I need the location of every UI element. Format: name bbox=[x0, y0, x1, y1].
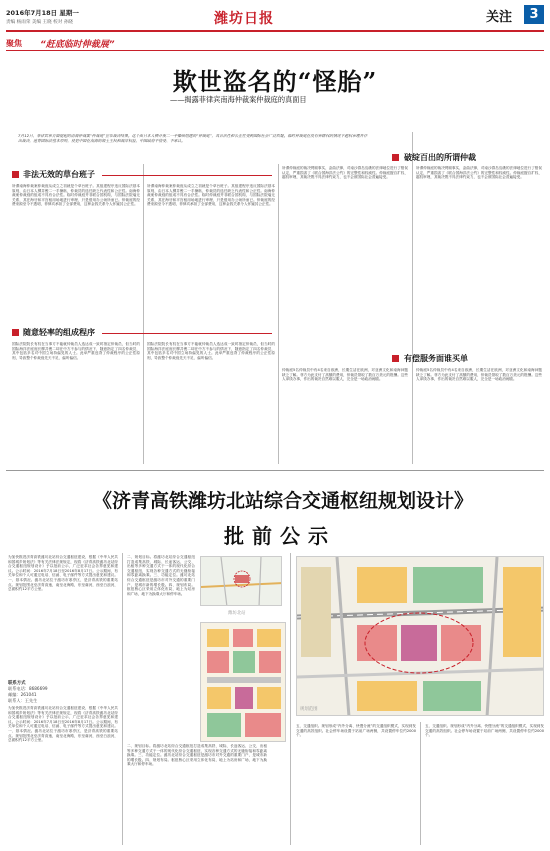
newspaper-masthead: 潍坊日报 bbox=[214, 11, 274, 27]
notice-body: 二、规划目标。将潍坊北站综合交通枢纽打造成集高铁、城际、长途客运、公交、出租等多种交通方式于一体的现代化综合交通枢纽，实现各种交通方式的无缝衔接和零距离换乘。三、功能定位。潍坊北站综合交通枢纽是潍坊市对外交通的重要门户，是城市新的增长极。四、规划布局。枢纽核心区采用立体化布局，地上为站房和广场，地下为换乘大厅和停车场。 bbox=[127, 744, 267, 767]
contact-label: 联系方式 bbox=[8, 681, 26, 686]
notice-body: 二、规划目标。将潍坊北站综合交通枢纽打造成集高铁、城际、长途客运、公交、出租等多种交通方式于一体的现代化综合交通枢纽，实现各种交通方式的无缝衔接和零距离换乘。三、功能定位。潍坊北站综合交通枢纽是潍坊市对外交通的重要门户，是城市新的增长极。四、规划布局。枢纽核心区采用立体化布局，地上为站房和广场，地下为换乘大厅和停车场。 bbox=[127, 555, 195, 596]
contact-line: 联系电话：8686699 bbox=[8, 686, 48, 691]
contact-line: 邮编：261041 bbox=[8, 692, 37, 697]
notice-body: 为加快推进济青高铁潍坊北站综合交通枢纽建设，根据《中华人民共和国城乡规划法》等有关法律法规规定，现将《济青高铁潍坊北站综合交通枢纽规划设计》予以批前公示，广泛征求社会各界意见和建议。公示时间：2016年7月18日至2016年8月17日。公示期间，有关单位和个人可通过电话、信函、电子邮件等方式提出意见和建议。一、基本情况。潍坊北站位于潍坊市寒亭区，是济青高铁的重要站点。规划范围北至济青高速，南至北海路，东至虞河，西至白浪河，总面积约12平方公里。 bbox=[8, 706, 118, 743]
notice-body: 五、交通组织。规划形成“内外分离、快慢分流”的交通组织模式，实现到发交通的高效组织。社会停车场设置于站前广场两侧，共设置停车位约2000个。 bbox=[425, 724, 544, 738]
column-divider bbox=[290, 553, 291, 845]
section-heading bbox=[282, 153, 540, 163]
article-body: 国际法院院长有权在当事方不能就仲裁员人选达成一致时指定仲裁员，但当时的国际海洋法庭庭长柳井俊二却在中方不参与的情况下，随意指定了四名仲裁员，其中包括多名对中国立场持偏见的人士。此举严重违背了仲裁程序的公正性原则，导致整个仲裁庭先天不足、偏听偏信。 bbox=[12, 342, 140, 360]
header-rule bbox=[6, 30, 544, 32]
column-divider bbox=[278, 164, 279, 464]
article-body: 所谓仲裁庭的裁决罔顾事实，歪曲法律，对南沙群岛岛礁的法律地位进行了错误认定，严重损害了《联合国海洋法公约》的完整性和权威性。仲裁庭擅自扩权、越权审理，其裁决既不具法律约束力，也不会被国际社会普遍接受。 bbox=[416, 166, 542, 180]
article-body: 仲裁庭5名仲裁员中有4名来自欧洲，长期生活在欧洲，对亚洲文化和南海问题缺乏了解。菲方为此支付了高额的费用，仲裁员领取了数百万美元的报酬。这些人拿钱办事，作出的裁决自然难以服人，完全是一场政治闹剧。 bbox=[282, 368, 408, 382]
article-body: 所谓仲裁庭的裁决罔顾事实，歪曲法律，对南沙群岛岛礁的法律地位进行了错误认定，严重损害了《联合国海洋法公约》的完整性和权威性。仲裁庭擅自扩权、越权审理，其裁决既不具法律约束力，也不会被国际社会普遍接受。 bbox=[282, 166, 408, 180]
article-headline: 欺世盗名的“怪胎” bbox=[172, 67, 378, 96]
focus-kicker: 聚焦 bbox=[6, 39, 22, 48]
article-lead: 7月12日，菲律宾单方面提起的南海仲裁案“仲裁庭”宣布裁决结果。这个由日本人柳井俊二一手操纵组建的“仲裁庭”，其合法性和公正性受到国际社会广泛质疑。临时仲裁庭在没有管辖权的情况下越权审理并作出裁决，违背国际法基本原则，侵犯中国在南海的领土主权和海洋权益，中国政府不接受、不承认。 bbox=[18, 134, 368, 143]
article-body: 所谓南海仲裁案仲裁庭从成立之初就是个草台班子。其组建程序违反国际法基本原则，由日本人柳井俊二一手操纵，仲裁员的选任缺乏代表性和公正性。南海仲裁案仲裁庭的组成不具有合法性。临时仲裁庭并非联合国机构，与国际法院毫无关系，其在海牙和平宫租用场地进行审理，只是借用办公场所而已。仲裁庭的经费来源至今不透明，菲律宾承担了全部费用，这种金钱关系令人怀疑其公正性。 bbox=[147, 184, 275, 207]
focus-banner bbox=[6, 37, 544, 51]
column-divider bbox=[412, 132, 413, 464]
section-title: 关注 bbox=[486, 10, 513, 25]
land-use-plan bbox=[200, 622, 286, 742]
column-divider bbox=[122, 553, 123, 845]
contact-line: 联系人：王先生 bbox=[8, 698, 38, 703]
map-caption: 规划范围 bbox=[300, 707, 318, 712]
site-location-map bbox=[200, 556, 282, 606]
section-separator bbox=[6, 470, 544, 471]
section-heading bbox=[282, 354, 540, 364]
column-divider bbox=[143, 164, 144, 464]
notice-headline: 《济青高铁潍坊北站综合交通枢纽规划设计》 bbox=[92, 490, 473, 512]
editor-credits: 责编 杨雨荣 美编 王晓 校对 孙晓 bbox=[6, 20, 74, 25]
article-body: 仲裁庭5名仲裁员中有4名来自欧洲，长期生活在欧洲，对亚洲文化和南海问题缺乏了解。菲方为此支付了高额的费用，仲裁员领取了数百万美元的报酬。这些人拿钱办事，作出的裁决自然难以服人，完全是一场政治闹剧。 bbox=[416, 368, 542, 382]
notice-subheadline: 批前公示 bbox=[224, 524, 336, 548]
page-header bbox=[0, 0, 550, 34]
focus-title: “赶底临时伸裁展” bbox=[40, 40, 115, 50]
contact-block bbox=[8, 680, 118, 704]
article-subheadline: ——揭露菲律宾南海仲裁案仲裁庭的真面目 bbox=[170, 95, 307, 104]
notice-body: 为加快推进济青高铁潍坊北站综合交通枢纽建设，根据《中华人民共和国城乡规划法》等有关法律法规规定，现将《济青高铁潍坊北站综合交通枢纽规划设计》予以批前公示，广泛征求社会各界意见和建议。公示时间：2016年7月18日至2016年8月17日。公示期间，有关单位和个人可通过电话、信函、电子邮件等方式提出意见和建议。一、基本情况。潍坊北站位于潍坊市寒亭区，是济青高铁的重要站点。规划范围北至济青高速，南至北海路，东至虞河，西至白浪河，总面积约12平方公里。 bbox=[8, 555, 118, 592]
map-caption: 潍坊北站 bbox=[228, 611, 246, 616]
section-heading bbox=[12, 170, 274, 180]
column-divider bbox=[420, 722, 421, 845]
section-title: 非法无效的草台班子 bbox=[23, 170, 95, 179]
section-title: 随意轻率的组成程序 bbox=[23, 328, 95, 337]
section-title: 破绽百出的所谓仲裁 bbox=[404, 153, 476, 162]
section-title: 有偿服务面谁买单 bbox=[404, 354, 468, 363]
article-body: 所谓南海仲裁案仲裁庭从成立之初就是个草台班子。其组建程序违反国际法基本原则，由日本人柳井俊二一手操纵，仲裁员的选任缺乏代表性和公正性。南海仲裁案仲裁庭的组成不具有合法性。临时仲裁庭并非联合国机构，与国际法院毫无关系，其在海牙和平宫租用场地进行审理，只是借用办公场所而已。仲裁庭的经费来源至今不透明，菲律宾承担了全部费用，这种金钱关系令人怀疑其公正性。 bbox=[12, 184, 140, 207]
issue-date: 2016年7月18日 星期一 bbox=[6, 9, 79, 17]
section-heading bbox=[12, 328, 274, 338]
hub-planning-map bbox=[296, 556, 544, 716]
notice-body: 五、交通组织。规划形成“内外分离、快慢分流”的交通组织模式，实现到发交通的高效组织。社会停车场设置于站前广场两侧，共设置停车位约2000个。 bbox=[296, 724, 416, 738]
article-body: 国际法院院长有权在当事方不能就仲裁员人选达成一致时指定仲裁员，但当时的国际海洋法庭庭长柳井俊二却在中方不参与的情况下，随意指定了四名仲裁员，其中包括多名对中国立场持偏见的人士。此举严重违背了仲裁程序的公正性原则，导致整个仲裁庭先天不足、偏听偏信。 bbox=[147, 342, 275, 360]
page-number: 3 bbox=[524, 5, 544, 24]
